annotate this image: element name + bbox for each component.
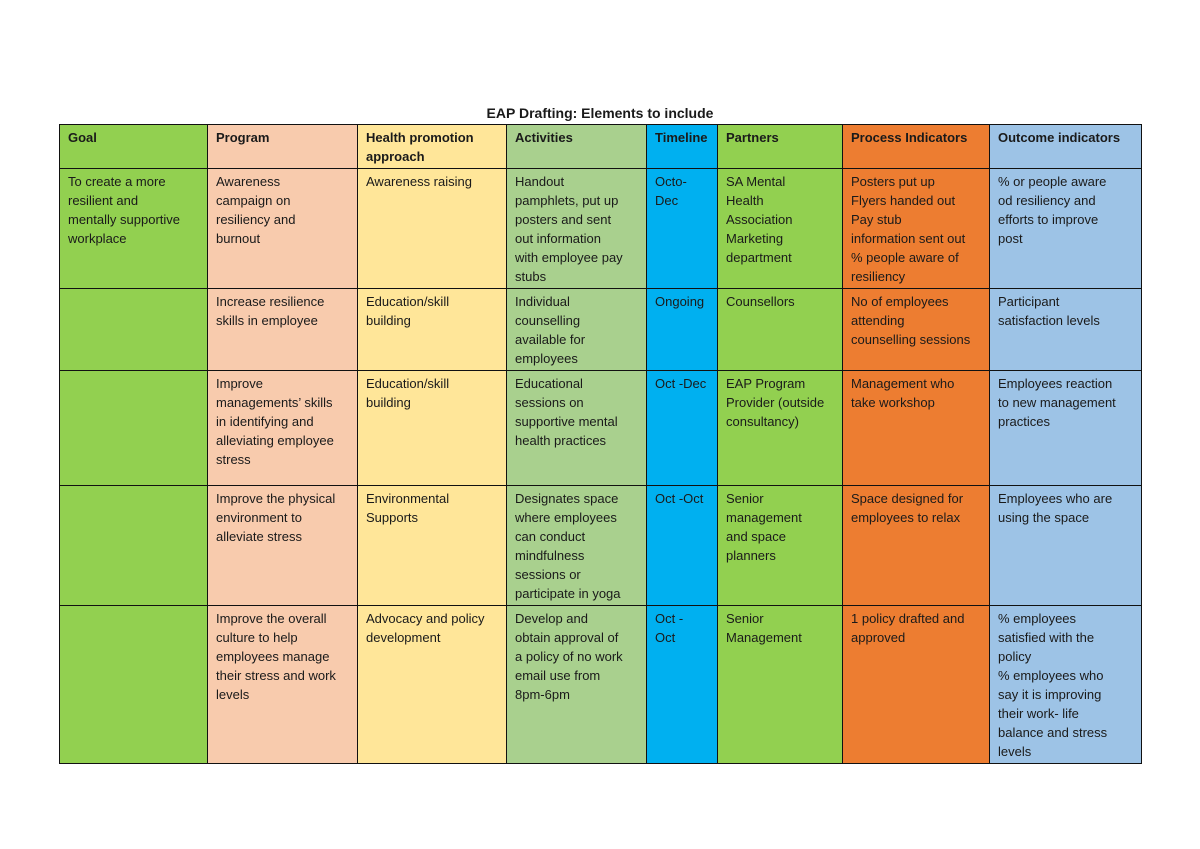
- header-program: Program: [208, 125, 358, 169]
- cell-outcome: % employees satisfied with the policy % employees who say it is improving their work- life balance and stress levels: [990, 606, 1142, 764]
- cell-partners: Senior Management: [718, 606, 843, 764]
- cell-process: 1 policy drafted and approved: [843, 606, 990, 764]
- table-row: [60, 169, 1142, 289]
- cell-goal: [60, 486, 208, 606]
- cell-outcome: Participant satisfaction levels: [990, 289, 1142, 371]
- cell-approach: Education/skill building: [358, 289, 507, 371]
- header-timeline: Timeline: [647, 125, 718, 169]
- cell-program: Awareness campaign on resiliency and burnout: [208, 169, 358, 289]
- cell-outcome: Employees reaction to new management practices: [990, 371, 1142, 486]
- cell-outcome: Employees who are using the space: [990, 486, 1142, 606]
- header-partners: Partners: [718, 125, 843, 169]
- cell-goal: [60, 289, 208, 371]
- cell-outcome: % or people aware od resiliency and efforts to improve post: [990, 169, 1142, 289]
- cell-process: Posters put up Flyers handed out Pay stub information sent out % people aware of resiliency: [843, 169, 990, 289]
- cell-activities: Designates space where employees can conduct mindfulness sessions or participate in yoga: [507, 486, 647, 606]
- table-header-row: [60, 125, 1142, 169]
- cell-goal: [60, 606, 208, 764]
- cell-activities: Handout pamphlets, put up posters and sent out information with employee pay stubs: [507, 169, 647, 289]
- cell-approach: Environmental Supports: [358, 486, 507, 606]
- table-row: [60, 606, 1142, 764]
- cell-process: No of employees attending counselling sessions: [843, 289, 990, 371]
- cell-partners: Senior management and space planners: [718, 486, 843, 606]
- cell-goal: To create a more resilient and mentally supportive workplace: [60, 169, 208, 289]
- cell-timeline: Oct - Oct: [647, 606, 718, 764]
- document-title: EAP Drafting: Elements to include: [486, 105, 714, 121]
- cell-goal: [60, 371, 208, 486]
- cell-program: Improve the overall culture to help employees manage their stress and work levels: [208, 606, 358, 764]
- cell-timeline: Oct -Dec: [647, 371, 718, 486]
- cell-timeline: Ongoing: [647, 289, 718, 371]
- cell-program: Increase resilience skills in employee: [208, 289, 358, 371]
- table-row: [60, 371, 1142, 486]
- header-process: Process Indicators: [843, 125, 990, 169]
- cell-partners: EAP Program Provider (outside consultancy): [718, 371, 843, 486]
- cell-activities: Educational sessions on supportive mental health practices: [507, 371, 647, 486]
- cell-approach: Advocacy and policy development: [358, 606, 507, 764]
- cell-process: Space designed for employees to relax: [843, 486, 990, 606]
- table-row: [60, 486, 1142, 606]
- table-row: [60, 289, 1142, 371]
- header-goal: Goal: [60, 125, 208, 169]
- cell-approach: Awareness raising: [358, 169, 507, 289]
- cell-program: Improve the physical environment to alleviate stress: [208, 486, 358, 606]
- cell-program: Improve managements’ skills in identifying and alleviating employee stress: [208, 371, 358, 486]
- cell-process: Management who take workshop: [843, 371, 990, 486]
- cell-activities: Individual counselling available for employees: [507, 289, 647, 371]
- cell-approach: Education/skill building: [358, 371, 507, 486]
- cell-activities: Develop and obtain approval of a policy of no work email use from 8pm-6pm: [507, 606, 647, 764]
- eap-table: [59, 124, 1142, 764]
- header-outcome: Outcome indicators: [990, 125, 1142, 169]
- cell-timeline: Octo- Dec: [647, 169, 718, 289]
- cell-partners: SA Mental Health Association Marketing department: [718, 169, 843, 289]
- header-activities: Activities: [507, 125, 647, 169]
- cell-partners: Counsellors: [718, 289, 843, 371]
- header-approach: Health promotion approach: [358, 125, 507, 169]
- cell-timeline: Oct -Oct: [647, 486, 718, 606]
